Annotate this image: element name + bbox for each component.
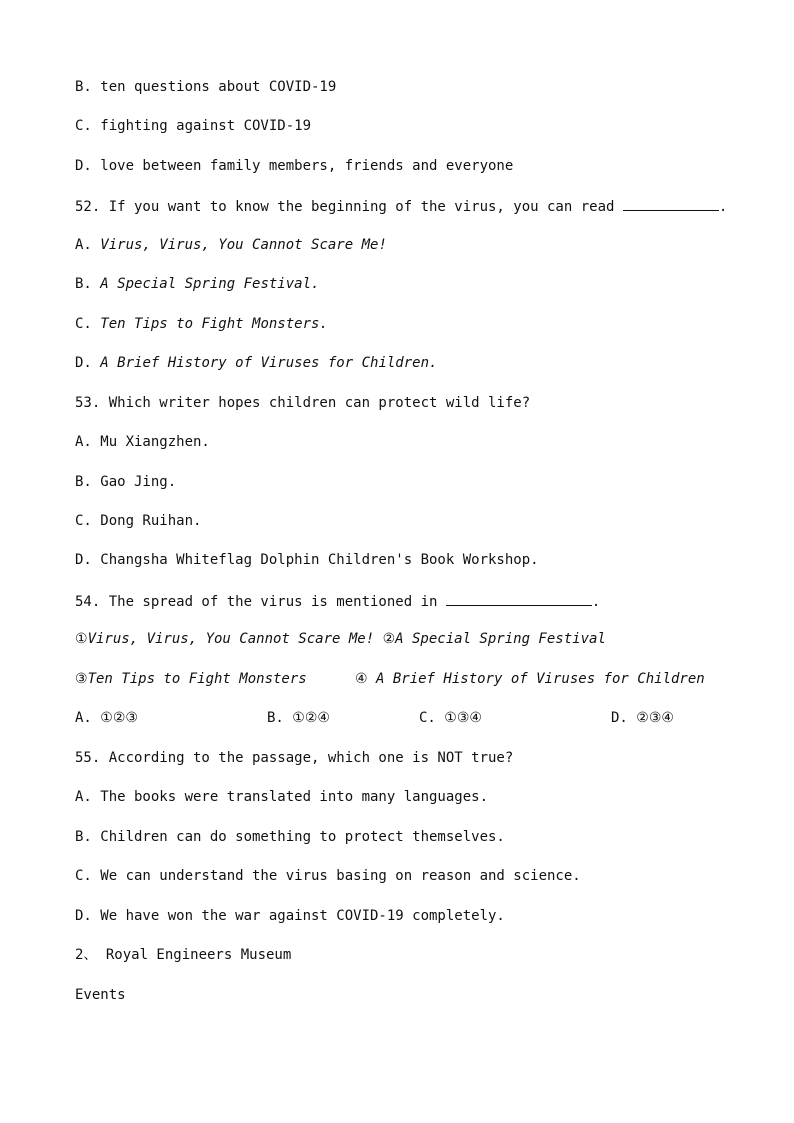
q52-stem-text: 52. If you want to know the beginning of the virus, you can read [75, 199, 623, 215]
option-letter: B. [75, 276, 101, 292]
q52-stem [75, 196, 727, 216]
q52-option-a [75, 236, 387, 254]
q54-items-row1 [75, 630, 606, 648]
q55-option-c: C. We can understand the virus basing on reason and science. [75, 868, 581, 884]
section-title: 2、 Royal Engineers Museum [75, 947, 292, 963]
option-title: A Special Spring Festival. [100, 276, 320, 292]
answer-blank [446, 591, 592, 606]
q51-option-d: D. love between family members, friends and everyone [75, 158, 514, 174]
answer-blank [623, 196, 719, 211]
q54-option-a: A. ①②③ [75, 710, 138, 726]
q52-option-c [75, 315, 328, 333]
q53-option-d: D. Changsha Whiteflag Dolphin Children's Book Workshop. [75, 552, 539, 568]
item-title: Ten Tips to Fight Monsters [87, 671, 307, 687]
q51-option-b: B. ten questions about COVID-19 [75, 79, 337, 95]
q53-stem: 53. Which writer hopes children can protect wild life? [75, 395, 531, 411]
q54-item-4 [355, 670, 705, 688]
q53-option-b: B. Gao Jing. [75, 474, 177, 490]
q52-option-d [75, 354, 437, 372]
option-letter: C. [75, 316, 101, 332]
q53-option-c: C. Dong Ruihan. [75, 513, 202, 529]
option-letter: A. [75, 237, 101, 253]
q55-option-b: B. Children can do something to protect themselves. [75, 829, 505, 845]
item-title: A Brief History of Viruses for Children [375, 671, 705, 687]
q52-stem-end: . [718, 199, 728, 215]
q54-stem-text: 54. The spread of the virus is mentioned in [75, 594, 446, 610]
option-title: Ten Tips to Fight Monsters. [100, 316, 328, 332]
q54-option-c: C. ①③④ [419, 710, 482, 726]
q55-option-a: A. The books were translated into many languages. [75, 789, 489, 805]
option-letter: D. [75, 355, 101, 371]
q54-stem-end: . [591, 594, 601, 610]
q54-option-d: D. ②③④ [611, 710, 674, 726]
item-number: ② [382, 631, 396, 647]
q54-stem [75, 591, 600, 611]
option-title: A Brief History of Viruses for Children. [100, 355, 438, 371]
section-subheading: Events [75, 987, 126, 1003]
q55-stem: 55. According to the passage, which one is NOT true? [75, 750, 514, 766]
q54-items-row2 [75, 670, 307, 688]
q53-option-a: A. Mu Xiangzhen. [75, 434, 210, 450]
item-number: ③ [75, 671, 88, 687]
q55-option-d: D. We have won the war against COVID-19 completely. [75, 908, 505, 924]
item-number: ① [75, 631, 88, 647]
item-title: A Special Spring Festival [395, 631, 606, 647]
item-number: ④ [355, 671, 376, 687]
q54-option-b: B. ①②④ [267, 710, 330, 726]
item-title: Virus, Virus, You Cannot Scare Me! [87, 631, 375, 647]
q52-option-b [75, 275, 319, 293]
q51-option-c: C. fighting against COVID-19 [75, 118, 312, 134]
option-title: Virus, Virus, You Cannot Scare Me! [100, 237, 387, 253]
